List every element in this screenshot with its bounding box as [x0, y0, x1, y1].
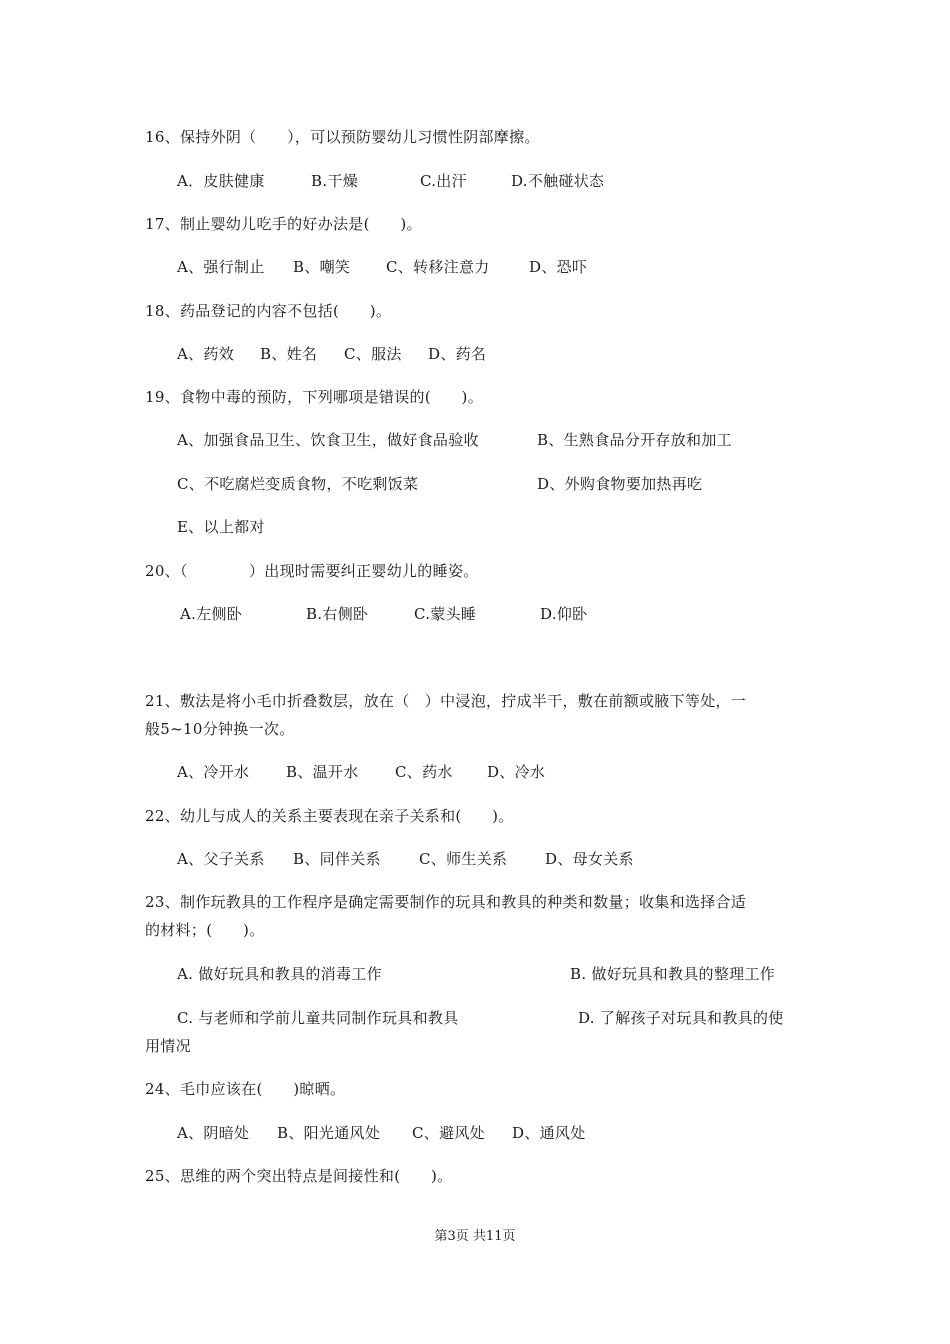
question-17-stem: 17、制止婴幼儿吃手的好办法是( )。: [145, 215, 422, 233]
question-19-option-c: C、不吃腐烂变质食物，不吃剩饭菜: [177, 475, 419, 493]
question-23-option-c: C. 与老师和学前儿童共同制作玩具和教具: [177, 1009, 459, 1027]
question-16-option-b: B.干燥: [311, 172, 358, 190]
question-25-stem: 25、思维的两个突出特点是间接性和( )。: [145, 1167, 453, 1185]
question-23-stem-continued: 的材料；( )。: [145, 921, 265, 939]
question-19-option-a: A、加强食品卫生、饮食卫生，做好食品验收: [177, 431, 479, 449]
question-16-option-d: D.不触碰状态: [511, 172, 605, 190]
question-18-option-d: D、药名: [428, 345, 487, 363]
question-16-option-a: A．皮肤健康: [177, 172, 265, 190]
question-18-stem: 18、药品登记的内容不包括( )。: [145, 302, 392, 320]
question-20-option-d: D.仰卧: [540, 605, 588, 623]
question-17-option-d: D、恐吓: [529, 258, 588, 276]
question-20-stem: 20、（ ）出现时需要纠正婴幼儿的睡姿。: [145, 562, 479, 580]
question-24-stem: 24、毛巾应该在( )晾晒。: [145, 1080, 346, 1098]
question-21-option-b: B、温开水: [286, 763, 359, 781]
question-22-option-d: D、母女关系: [545, 850, 634, 868]
question-22-option-b: B、同伴关系: [293, 850, 381, 868]
question-20-option-b: B.右侧卧: [306, 605, 369, 623]
question-21-stem-continued: 般5~10分钟换一次。: [145, 720, 295, 738]
question-24-option-b: B、阳光通风处: [277, 1124, 381, 1142]
question-17-option-b: B、嘲笑: [293, 258, 351, 276]
question-21-option-c: C、药水: [395, 763, 453, 781]
question-22-option-a: A、父子关系: [177, 850, 265, 868]
question-18-option-a: A、药效: [177, 345, 235, 363]
question-21-option-a: A、冷开水: [177, 763, 250, 781]
question-24-option-c: C、避风处: [412, 1124, 485, 1142]
question-24-option-a: A、阴暗处: [177, 1124, 250, 1142]
question-18-option-b: B、姓名: [260, 345, 318, 363]
question-23-option-a: A. 做好玩具和教具的消毒工作: [177, 965, 382, 983]
page-number-footer: 第3页 共11页: [434, 1229, 516, 1244]
question-24-option-d: D、通风处: [512, 1124, 586, 1142]
question-19-option-d: D、外购食物要加热再吃: [537, 475, 703, 493]
question-19-stem: 19、食物中毒的预防，下列哪项是错误的( )。: [145, 388, 483, 406]
question-19-option-e: E、以上都对: [177, 518, 265, 536]
question-20-option-c: C.蒙头睡: [414, 605, 477, 623]
question-23-stem: 23、制作玩教具的工作程序是确定需要制作的玩具和教具的种类和数量；收集和选择合适: [145, 893, 747, 911]
question-23-option-d-continued: 用情况: [145, 1037, 191, 1055]
question-23-option-d: D. 了解孩子对玩具和教具的使: [578, 1009, 784, 1027]
question-22-stem: 22、幼儿与成人的关系主要表现在亲子关系和( )。: [145, 807, 514, 825]
question-16-option-c: C.出汗: [420, 172, 467, 190]
question-21-option-d: D、冷水: [487, 763, 546, 781]
question-20-option-a: A.左侧卧: [180, 605, 243, 623]
question-18-option-c: C、服法: [344, 345, 402, 363]
question-16-stem: 16、保持外阴（ ），可以预防婴幼儿习惯性阴部摩擦。: [145, 128, 540, 146]
question-21-stem: 21、敷法是将小毛巾折叠数层，放在（ ）中浸泡，拧成半干，敷在前额或腋下等处，一: [145, 692, 747, 710]
question-22-option-c: C、师生关系: [419, 850, 508, 868]
question-23-option-b: B. 做好玩具和教具的整理工作: [570, 965, 776, 983]
question-19-option-b: B、生熟食品分开存放和加工: [537, 431, 732, 449]
question-17-option-a: A、强行制止: [177, 258, 265, 276]
question-17-option-c: C、转移注意力: [386, 258, 490, 276]
